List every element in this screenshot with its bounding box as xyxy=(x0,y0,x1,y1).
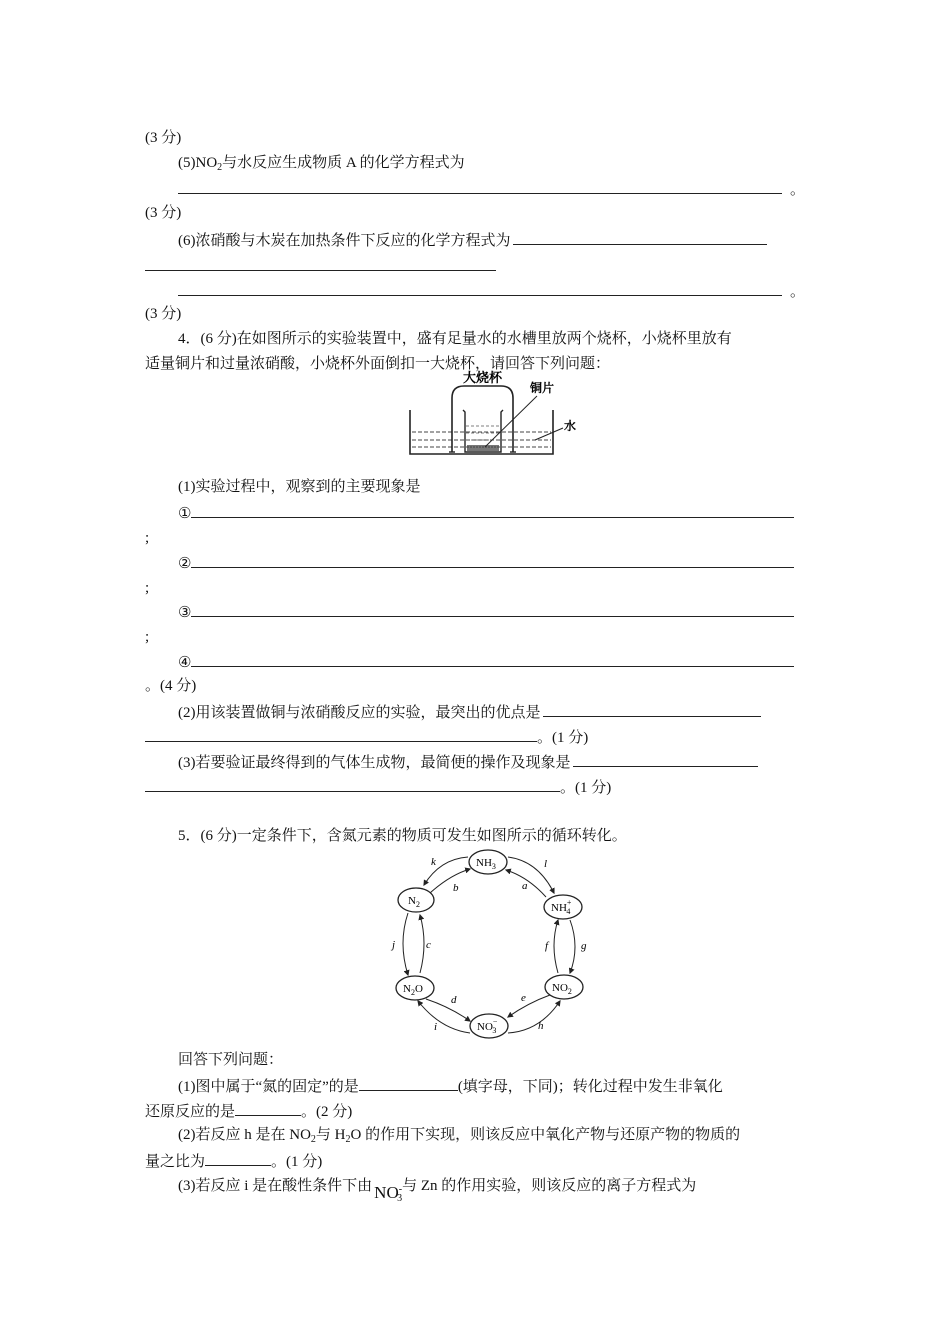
svg-text:N2: $N_2$ xyxy=(408,895,420,909)
answer-line-4-1-3[interactable]: ③ xyxy=(178,601,794,623)
label-water: 水 xyxy=(564,419,577,433)
node-nh3 xyxy=(469,850,507,874)
question-4-intro-cont: 适量铜片和过量浓硝酸，小烧杯外面倒扣一大烧杯，请回答下列问题： xyxy=(145,356,611,372)
answer-line-3-6a[interactable] xyxy=(145,255,496,277)
svg-text:NH+4: NH+ 4 xyxy=(551,898,572,916)
semicolon: ; xyxy=(145,580,150,596)
question-5-1-cont: 还原反应的是 。(2 分) xyxy=(145,1100,352,1122)
label-copper: 铜片 xyxy=(530,381,555,395)
question-4-2-text: (2)用该装置做铜与浓硝酸反应的实验，最突出的优点是 xyxy=(178,701,761,723)
beaker-apparatus-figure xyxy=(405,368,595,460)
node-n2o xyxy=(396,976,434,1000)
semicolon: ; xyxy=(145,530,150,546)
score-label: (3 分) xyxy=(145,306,182,322)
answer-line-3-6b[interactable] xyxy=(178,280,782,302)
question-3-6-text: (6)浓硝酸与木炭在加热条件下反应的化学方程式为 xyxy=(178,229,767,251)
question-5-2-cont: 量之比为 。(1 分) xyxy=(145,1150,322,1172)
answer-line-4-1-4[interactable]: ④ xyxy=(178,651,794,673)
question-5-2-text: (2)若反应 h 是在 $NO_2$与 $H_2O$ 的作用下实现，则该反应中氧化产物与还原产物的物质的 xyxy=(178,1127,741,1145)
label-b: b xyxy=(453,882,459,894)
svg-text:N2O: $N_2O$ xyxy=(403,983,423,997)
answer-line-4-2[interactable]: 。(1 分) xyxy=(145,726,588,748)
svg-text:NH3: $NH_3$ xyxy=(476,857,496,871)
label-c: c xyxy=(426,939,431,951)
score-label: (3 分) xyxy=(145,205,182,221)
nitrogen-cycle-diagram xyxy=(378,845,598,1045)
answer-line-4-1-1[interactable]: ① xyxy=(178,502,794,524)
question-3-5-text: $(5)NO_2$与水反应生成物质 A 的化学方程式为 xyxy=(178,155,465,173)
period-mark: 。 xyxy=(790,284,806,300)
node-no2 xyxy=(545,975,583,999)
score-label: 。(4 分) xyxy=(145,678,197,694)
score-label: (3 分) xyxy=(145,130,182,146)
label-i: i xyxy=(434,1021,438,1033)
label-a: a xyxy=(522,880,528,892)
semicolon: ; xyxy=(145,629,150,645)
question-5-1-text: (1)图中属于“氮的固定”的是 (填字母，下同)；转化过程中发生非氧化 xyxy=(178,1075,723,1097)
answer-line-4-3[interactable]: 。(1 分) xyxy=(145,776,611,798)
label-l: l xyxy=(544,858,548,870)
node-no3 xyxy=(470,1014,508,1038)
answer-prompt: 回答下列问题： xyxy=(178,1052,284,1068)
node-n2 xyxy=(398,888,434,912)
answer-line-3-5[interactable] xyxy=(178,178,782,200)
svg-text:NO2: $NO_2$ xyxy=(552,982,572,996)
node-nh4 xyxy=(544,895,582,919)
question-4-1-text: (1)实验过程中，观察到的主要现象是 xyxy=(178,479,421,495)
label-d: d xyxy=(451,994,457,1006)
answer-line-4-1-2[interactable]: ② xyxy=(178,552,794,574)
label-g: g xyxy=(581,940,587,952)
question-5-intro: 5．(6 分)一定条件下，含氮元素的物质可发生如图所示的循环转化。 xyxy=(178,828,627,844)
label-k: k xyxy=(431,856,436,868)
question-5-3-text: (3)若反应 i 是在酸性条件下由 $NO^-_3$与 Zn 的作用实验，则该反应的离子方程式为 xyxy=(178,1178,697,1204)
question-4-3-text: (3)若要验证最终得到的气体生成物，最简便的操作及现象是 xyxy=(178,751,758,773)
svg-text:NO−3: NO− 3 xyxy=(477,1017,498,1035)
period-mark: 。 xyxy=(790,182,806,198)
label-big-beaker: 大烧杯 xyxy=(463,370,503,385)
label-h: h xyxy=(538,1020,544,1032)
question-4-intro: 4．(6 分)在如图所示的实验装置中，盛有足量水的水槽里放两个烧杯，小烧杯里放有 xyxy=(178,331,732,347)
label-f: f xyxy=(545,940,549,952)
label-j: j xyxy=(392,939,396,951)
label-e: e xyxy=(521,992,526,1004)
